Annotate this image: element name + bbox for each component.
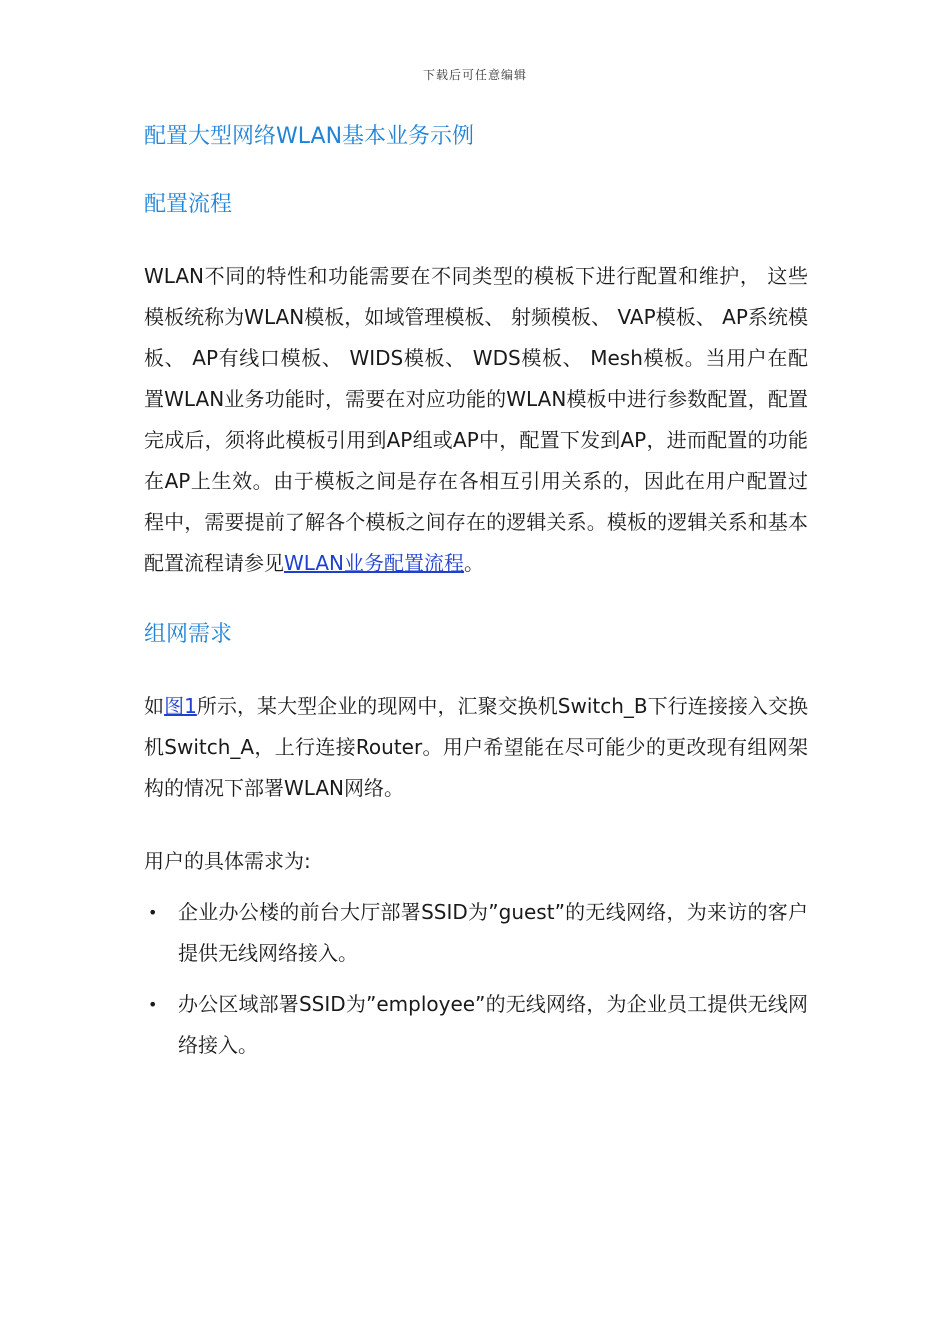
wlan-config-flow-link[interactable]: WLAN业务配置流程	[284, 551, 465, 575]
section-heading-network-requirements: 组网需求	[144, 622, 233, 647]
config-flow-text-end: 。	[464, 551, 485, 575]
page-header-note: 下载后可任意编辑	[422, 68, 527, 82]
network-req-text-start: 如	[144, 694, 165, 718]
document-title: 配置大型网络WLAN基本业务示例	[144, 124, 475, 149]
bullet-icon: •	[148, 903, 158, 922]
config-flow-text: WLAN不同的特性和功能需要在不同类型的模板下进行配置和维护， 这些模板统称为WLAN模板，如域管理模板、 射频模板、 VAP模板、 AP系统模板、 AP有线口模板、 WIDS模板、 WDS模板、 Mesh模板。当用户在配置WLAN业务功能时，需要在对应功能的WLAN模板中进行参数配置，配置完成后，须将此模板引用到AP组或AP中，配置下发到AP，进而配置的功能在AP上生效。由于模板之间是存在各相互引用关系的，因此在用户配置过程中，需要提前了解各个模板之间存在的逻辑关系。模板的逻辑关系和基本配置流程请参见	[144, 264, 808, 575]
document-body	[144, 118, 808, 1076]
network-req-text: 所示，某大型企业的现网中，汇聚交换机Switch_B下行连接接入交换机Switch_A，上行连接Router。用户希望能在尽可能少的更改现有组网架构的情况下部署WLAN网络。	[144, 694, 809, 800]
config-flow-paragraph	[144, 256, 808, 584]
list-item	[144, 984, 808, 1066]
bullet-icon: •	[148, 995, 158, 1014]
section-heading-config-flow: 配置流程	[144, 192, 233, 217]
requirements-list	[144, 892, 808, 1066]
requirement-text: 办公区域部署SSID为”employee”的无线网络，为企业员工提供无线网络接入。	[178, 992, 808, 1057]
figure-1-link[interactable]: 图1	[164, 694, 197, 718]
network-requirements-paragraph	[144, 686, 808, 809]
requirements-intro: 用户的具体需求为:	[144, 849, 311, 873]
list-item	[144, 892, 808, 974]
requirement-text: 企业办公楼的前台大厅部署SSID为”guest”的无线网络，为来访的客户提供无线网络接入。	[178, 900, 808, 965]
